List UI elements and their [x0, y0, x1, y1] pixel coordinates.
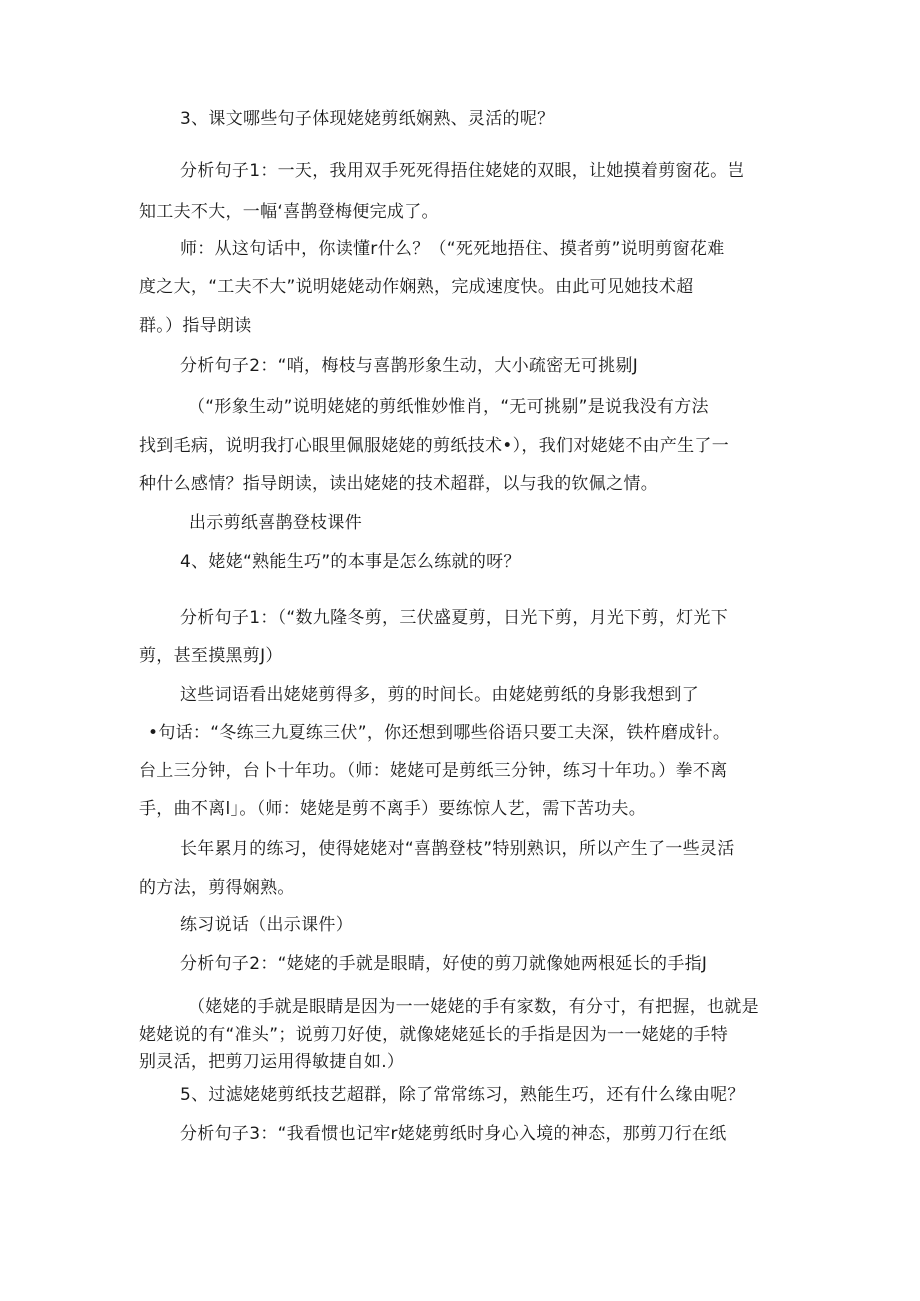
paragraph-line: 找到毛病，说明我打心眼里佩服姥姥的剪纸技术•），我们对姥姥不由产生了一: [139, 436, 730, 456]
paragraph-line: 别灵活，把剪刀运用得敏捷自如.）: [139, 1052, 405, 1072]
paragraph-line: 度之大，“工夫不大”说明姥姥动作娴熟，完成速度快。由此可见她技术超: [139, 277, 694, 297]
paragraph-line: 分析句子1：（“数九隆冬剪，三伏盛夏剪，日光下剪，月光下剪，灯光下: [180, 608, 729, 628]
paragraph-line: 分析句子1：一天，我用双手死死得捂住姥姥的双眼，让她摸着剪窗花。岂: [180, 161, 745, 181]
paragraph-line: 种什么感情？指导朗读，读出姥姥的技术超群，以与我的钦佩之情。: [139, 474, 658, 494]
paragraph-line: 分析句子2：“哨，梅枝与喜鹊形象生动，大小疏密无可挑剔J: [180, 356, 639, 376]
paragraph-line: 分析句子2：“姥姥的手就是眼睛，好使的剪刀就像她两根延长的手指J: [180, 954, 708, 974]
paragraph-line: 长年累月的练习，使得姥姥对“喜鹊登枝”特别熟识，所以产生了一些灵活: [180, 839, 735, 859]
paragraph-line: （姥姥的手就是眼睛是因为一一姥姥的手有家数，有分寸，有把握，也就是: [188, 997, 759, 1017]
paragraph-line: •句话：“冬练三九夏练三伏”，你还想到哪些俗语只要工夫深，铁杵磨成针。: [148, 723, 731, 743]
paragraph-line: 群。）指导朗读: [139, 316, 252, 336]
question-3-heading: 3、课文哪些句子体现姥姥剪纸娴熟、灵活的呢？: [180, 109, 555, 129]
question-5-heading: 5、过滤姥姥剪纸技艺超群，除了常常练习，熟能生巧，还有什么缘由呢？: [180, 1085, 745, 1105]
paragraph-line: 出示剪纸喜鹊登枝课件: [189, 513, 362, 533]
paragraph-line: 这些词语看出姥姥剪得多，剪的时间长。由姥姥剪纸的身影我想到了: [180, 685, 699, 705]
paragraph-line: 练习说话（出示课件）: [180, 915, 353, 935]
paragraph-line: （“形象生动”说明姥姥的剪纸惟妙惟肖，“无可挑剔”是说我没有方法: [188, 397, 709, 417]
paragraph-line: 台上三分钟，台卜十年功。（师：姥姥可是剪纸三分钟，练习十年功。）拳不离: [139, 761, 728, 781]
paragraph-line: 手，曲不离l」。（师：姥姥是剪不离手）要练惊人艺，需下苦功夫。: [139, 799, 647, 819]
paragraph-line: 知工夫不大，一幅‘喜鹊登梅便完成了。: [139, 202, 439, 222]
paragraph-line: 的方法，剪得娴熟。: [139, 878, 295, 898]
paragraph-line: 姥姥说的有“准头”；说剪刀好使，就像姥姥延长的手指是因为一一姥姥的手特: [139, 1025, 729, 1045]
paragraph-line: 师：从这句话中，你读懂r什么？（“死死地捂住、摸者剪”说明剪窗花难: [180, 239, 725, 259]
paragraph-line: 剪，甚至摸黑剪J）: [139, 646, 283, 666]
question-4-heading: 4、姥姥“熟能生巧”的本事是怎么练就的呀？: [180, 552, 521, 572]
paragraph-line: 分析句子3：“我看惯也记牢r姥姥剪纸时身心入境的神态，那剪刀行在纸: [180, 1124, 727, 1144]
